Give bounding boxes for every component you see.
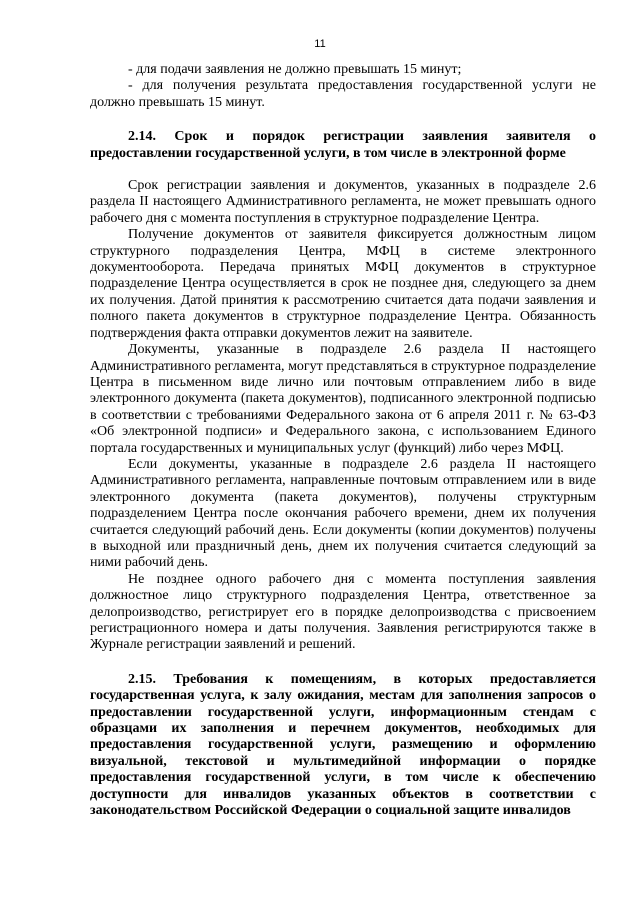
intro-item-1: - для подачи заявления не должно превышать 15 минут; xyxy=(128,62,462,77)
section-214-paragraph-1: Срок регистрации заявления и документов, указанных в подразделе 2.6 раздела II настоящего Административного регламента, не может превышать одного рабочего дня с момента поступления в структурное подразделение Центра. xyxy=(90,178,596,226)
section-214-heading: 2.14. Срок и порядок регистрации заявления заявителя о предоставлении государственной услуги, в том числе в электронной форме xyxy=(90,129,596,161)
intro-item-2: - для получения результата предоставления государственной услуги не должно превышать 15 минут. xyxy=(90,78,596,110)
section-215-heading: 2.15. Требования к помещениям, в которых предоставляется государственная услуга, к залу ожидания, местам для заполнения запросов о предоставлении государственной услуги, информационным стендам с образцами их заполнения и перечнем документов, необходимых для предоставления государственной услуги, размещению и оформлению визуальной, текстовой и мультимедийной информации о порядке предоставления государственной услуги, в том числе к обеспечению доступности для инвалидов указанных объектов в соответствии с законодательством Российской Федерации о социальной защите инвалидов xyxy=(90,671,596,819)
page-body xyxy=(90,62,596,819)
section-214-paragraph-2: Получение документов от заявителя фиксируется должностным лицом структурного подразделения Центра, МФЦ в системе электронного документооборота. Передача принятых МФЦ документов в структурное подразделение Центра осуществляется в срок не позднее дня, следующего за днем их получения. Датой принятия к рассмотрению считается дата подачи заявления и полного пакета документов в структурное подразделение Центра. Обязанность подтверждения факта отправки документов лежит на заявителе. xyxy=(90,227,596,341)
section-214-paragraph-3: Документы, указанные в подразделе 2.6 раздела II настоящего Административного регламента, могут представляться в структурное подразделение Центра в письменном виде лично или почтовым отправлением либо в виде электронного документа (пакета документов), подписанного электронной подписью в соответствии с требованиями Федерального закона от 6 апреля 2011 г. № 63-ФЗ «Об электронной подписи» и Федерального закона, с использованием Единого портала государственных и муниципальных услуг (функций) либо через МФЦ. xyxy=(90,342,596,456)
section-214-paragraph-4: Если документы, указанные в подразделе 2.6 раздела II настоящего Административного регламента, направленные почтовым отправлением или в виде электронного документа (пакета документов), получены структурным подразделением Центра после окончания рабочего времени, днем их получения считается следующий рабочий день. Если документы (копии документов) получены в выходной или праздничный день, днем их получения считается следующий за ними рабочий день. xyxy=(90,456,596,571)
page-number: 11 xyxy=(314,38,326,50)
section-214-paragraph-5: Не позднее одного рабочего дня с момента поступления заявления должностное лицо структурного подразделения Центра, ответственное за делопроизводство, регистрирует его в порядке делопроизводства с присвоением регистрационного номера и даты получения. Заявления регистрируются также в Журнале регистрации заявлений и решений. xyxy=(90,571,596,653)
